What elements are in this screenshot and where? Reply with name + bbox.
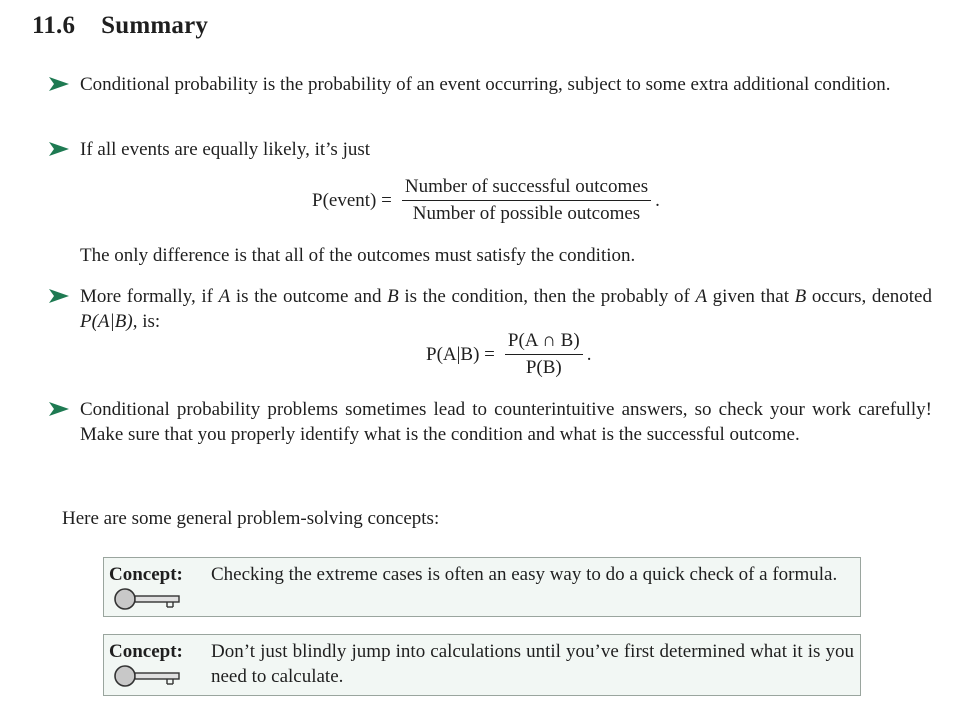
fraction-numerator: P(A ∩ B): [505, 330, 583, 355]
key-icon: [113, 664, 183, 695]
equally-likely-formula: [312, 176, 660, 225]
arrow-bullet-icon: [48, 401, 70, 417]
arrow-bullet-icon: [48, 141, 70, 157]
key-icon: [113, 587, 183, 618]
bullet-text: More formally, if A is the outcome and B is the condition, then the probably of A given that B occurs, denoted P(A|B), is:: [80, 286, 932, 332]
bullet-text: If all events are equally likely, it’s just: [80, 139, 371, 160]
formula-note: The only difference is that all of the outcomes must satisfy the condition.: [80, 245, 636, 266]
fraction: [402, 176, 651, 225]
formula-period: .: [586, 343, 592, 365]
fraction-denominator: Number of possible outcomes: [412, 203, 641, 224]
fraction-numerator: Number of successful outcomes: [402, 176, 651, 201]
section-title: Summary: [101, 12, 209, 39]
concept-box: [103, 634, 861, 696]
concept-label: Concept:: [109, 641, 183, 662]
concept-text: Checking the extreme cases is often an easy way to do a quick check of a formula.: [211, 564, 838, 585]
concept-text: Don’t just blindly jump into calculations until you’ve first determined what it is you need to calculate.: [211, 641, 854, 687]
bullet-text: Conditional probability is the probability of an event occurring, subject to some extra additional condition.: [80, 74, 891, 95]
fraction: [505, 330, 583, 379]
formula-period: .: [655, 189, 660, 211]
concepts-intro: Here are some general problem-solving concepts:: [62, 508, 440, 529]
formula-lhs: P(event) =: [312, 189, 392, 211]
concept-label: Concept:: [109, 564, 183, 585]
section-number: 11.6: [32, 12, 76, 39]
bullet-text: Conditional probability problems sometimes lead to counterintuitive answers, so check your work carefully! Make sure that you properly identify what is the condition and what is the successful outcome.: [80, 399, 932, 445]
arrow-bullet-icon: [48, 288, 70, 304]
arrow-bullet-icon: [48, 76, 70, 92]
formula-lhs: P(A|B) =: [426, 343, 495, 365]
fraction-denominator: P(B): [525, 357, 562, 378]
section-heading: [32, 12, 208, 40]
concept-box: [103, 557, 861, 617]
conditional-probability-formula: [426, 330, 591, 379]
